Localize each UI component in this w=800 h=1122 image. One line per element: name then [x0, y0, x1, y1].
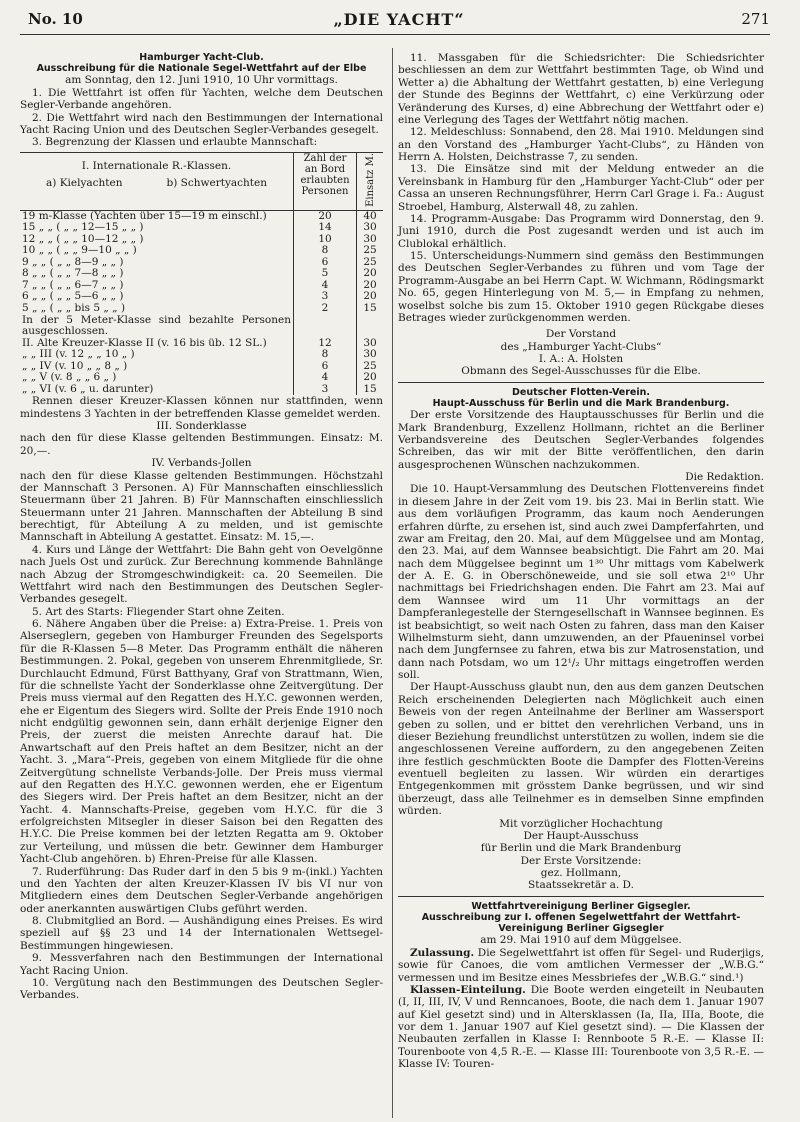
class-label: „ „ V (v. 8 „ „ 6 „ ) — [22, 371, 117, 384]
class-fee: 30 — [357, 234, 384, 246]
klassen-label: Klassen-Einteilung. — [410, 983, 526, 996]
column-divider — [392, 48, 393, 1118]
redaktion-signature: Die Redaktion. — [685, 471, 764, 484]
right-column — [398, 52, 764, 1071]
signature2-line3: Der Erste Vorsitzende: — [520, 854, 642, 867]
rule-13: 13. Die Einsätze sind mit der Meldung entweder an die Vereinsbank in Hamburg für den „Hamburger Yacht-Club“ oder per Cassa an unseren Rechnungsführer, Herrn Carl Grage i. Fa.: August Stroebel, Hamburg, Alsterwall 48, zu zahlen. — [398, 163, 764, 213]
sonderklasse-text: nach den für diese Klasse geltenden Bestimmungen. Einsatz: M. 20,—. — [20, 432, 383, 457]
rule-4: 4. Kurs und Länge der Wettfahrt: Die Bahn geht von Oevelgönne nach Juels Ost und zurück. Zur Berechnung kommende Bahnlänge nach Abzug der Stromgeschwindigkeit: ca. 20 Seemeilen. Die Wettfahrt wird nach den Bestimmungen des Deutschen Segler-Verbandes gesegelt. — [20, 543, 383, 606]
class-persons: 4 — [294, 280, 357, 292]
signature2-line1: Der Haupt-Ausschuss — [523, 829, 639, 842]
class-persons: 5 — [294, 268, 357, 280]
rule-11: 11. Massgaben für die Schiedsrichter: Die Schiedsrichter beschliessen an dem zur Wettfahrt bestimmten Tage, ob Wind und Wetter a) die Abhaltung der Wettfahrt gestatten, b) eine Verlegung der Stunde des Beginns der Wettfahrt, c) eine Verkürzung oder Veränderung des Kurses, d) eine Abbrechung der Wettfahrt oder e) eine Verlegung des Tages der Wettfahrt nötig machen. — [398, 52, 764, 126]
class-label: 8 „ „ ( „ „ 7—8 „ „ ) — [22, 267, 124, 280]
class-fee: 15 — [357, 384, 384, 396]
rule-15: 15. Unterscheidungs-Nummern sind gemäss den Bestimmungen des Deutschen Segler-Verbandes zu führen und vom Tage der Programm-Ausgabe an bei Herrn Capt. W. Wichmann, Rödingsmarkt No. 65, gegen Hinterlegung von M. 5,— in Empfang zu nehmen, woselbst solche bis zum 15. Oktober 1910 gegen Rückgabe dieses Betrages wieder zurückgenommen werden. — [398, 250, 764, 324]
left-column — [20, 52, 383, 1002]
classes-table — [20, 152, 383, 396]
page-header — [28, 10, 770, 36]
class-label: 19 m-Klasse (Yachten über 15—19 m einschl.) — [22, 209, 267, 222]
flottenverein-heading: Deutscher Flotten-Verein. — [512, 386, 650, 398]
signature-role: Obmann des Segel-Ausschusses für die Elbe. — [461, 365, 701, 378]
class-row — [20, 349, 383, 361]
class-label: „ „ VI (v. 6 „ u. darunter) — [22, 382, 154, 395]
rule-10: 10. Vergütung nach den Bestimmungen des Deutschen Segler-Verbandes. — [20, 976, 383, 1002]
class-persons: 8 — [294, 349, 357, 361]
gigsegler-subheading: Ausschreibung zur I. offenen Segelwettfahrt der Wettfahrt-Vereinigung Berliner Gigsegler — [421, 911, 741, 935]
class-fee: 25 — [357, 361, 384, 373]
classes-table-header — [20, 152, 294, 210]
signature-club: des „Hamburger Yacht-Clubs“ — [500, 340, 662, 353]
flottenverein-intro: Der erste Vorsitzende des Hauptausschusses für Berlin und die Mark Brandenburg, Exzellenz Hollmann, richtet an die Berliner Verbandsvereine des Deutschen Segler-Verbandes folgendes Schreiben, das wir mit der Bitte veröffentlichen, den darin ausgesprochenen Wünschen nachzukommen. — [398, 409, 764, 471]
class-fee: 25 — [357, 245, 384, 257]
signature-vorstand: Der Vorstand — [545, 328, 617, 341]
rule-14: 14. Programm-Ausgabe: Das Programm wird Donnerstag, den 9. Juni 1910, durch die Post zugesandt werden und ist auch im Clublokal erhältlich. — [398, 212, 764, 250]
class-label: 5 „ „ ( „ „ bis 5 „ „ ) — [22, 301, 126, 314]
class-fee: 30 — [357, 349, 384, 361]
flottenverein-p2: Die 10. Haupt-Versammlung des Deutschen Flottenvereins findet in diesem Jahre in der Zeit vom 19. bis 23. Mai in Berlin statt. Wie aus dem vorläufigen Programm, das kaum noch Aenderungen erfahren dürfte, zu ersehen ist, sind auch zwei Dampferfahrten, und zwar am Freitag, den 20. Mai, auf dem Müggelsee und am Montag, den 23. Mai, auf dem Wannsee beabsichtigt. Die Fahrt am 20. Mai nach dem Müggelsee beginnt um 1³⁰ Uhr mittags vom Kabelwerk der A. E. G. in Oberschöneweide, und sie soll etwa 2¹⁰ Uhr nachmittags bei Friedrichshagen enden. Die Fahrt am 23. Mai auf dem Wannsee wird um 11 Uhr vormittags an der Dampferanlegestelle der Sterngesellschaft in Wannsee beginnen. Es ist beabsichtigt, so weit nach Osten zu fahren, dass man den Kaiser Wilhelmsturm sieht, dann umzuwenden, an der Pfaueninsel vorbei nach dem Jungfernsee zu fahren, etwa bis zur Matrosenstation, und dann nach Potsdam, wo um 12¹/₂ Uhr mittags eingetroffen werden soll. — [398, 483, 764, 682]
announcement-heading: Ausschreibung für die Nationale Segel-Wettfahrt auf der Elbe — [36, 63, 367, 75]
class-fee: 40 — [357, 210, 384, 222]
section-rule-2 — [398, 896, 764, 897]
class-fee: 20 — [357, 280, 384, 292]
table-head-fee-label: Einsatz M. — [364, 152, 376, 207]
class-fee: 20 — [357, 372, 384, 384]
class-row — [20, 384, 383, 396]
class-persons: 3 — [294, 384, 357, 396]
event-date: am Sonntag, den 12. Juni 1910, 10 Uhr vormittags. — [65, 74, 338, 87]
class-fee: 25 — [357, 257, 384, 269]
class-label: 6 „ „ ( „ „ 5—6 „ „ ) — [22, 290, 124, 303]
table-head-fee — [357, 152, 384, 210]
rule-3: 3. Begrenzung der Klassen und erlaubte Mannschaft: — [32, 136, 318, 149]
class-persons: 3 — [294, 291, 357, 303]
klassen-text: Die Boote werden eingeteilt in Neubauten (I, II, III, IV, V und Renncanoes, Boote, die nach dem 1. Januar 1907 auf Kiel gesetzt sind) und in Altersklassen (Ia, IIa, IIIa, Boote, die vor dem 1. Januar 1907 auf Kiel gesetzt sind). — Die Klassen der Neubauten zerfallen in Klasse I: Rennboote 5 R.-E. — Klasse II: Tourenboote von 4,5 R.-E. — Klasse III: Tourenboote von 3,5 R.-E. — Klasse IV: Touren- — [398, 983, 764, 1071]
class-row — [20, 315, 383, 338]
class-label: 7 „ „ ( „ „ 6—7 „ „ ) — [22, 278, 124, 291]
class-label: 15 „ „ ( „ „ 12—15 „ „ ) — [22, 221, 144, 234]
flottenverein-subheading: Haupt-Ausschuss für Berlin und die Mark Brandenburg. — [432, 397, 730, 409]
section-rule — [398, 382, 764, 383]
zulassung-paragraph — [398, 947, 764, 984]
class-persons: 20 — [294, 210, 357, 222]
class-fee: 20 — [357, 291, 384, 303]
klassen-paragraph — [398, 984, 764, 1071]
signature2-line5: Staatssekretär a. D. — [528, 879, 634, 892]
gigsegler-date: am 29. Mai 1910 auf dem Müggelsee. — [480, 934, 682, 947]
rule-2: 2. Die Wettfahrt wird nach den Bestimmungen der International Yacht Racing Union und des Deutschen Segler-Verbandes gesegelt. — [20, 111, 383, 136]
table-head-persons: Zahl der an Bord erlaubten Personen — [294, 152, 357, 210]
rule-12: 12. Meldeschluss: Sonnabend, den 28. Mai 1910. Meldungen sind an den Vorstand des „Hamburger Yacht-Clubs“, zu Händen von Herrn A. Holsten, Deichstrasse 7, zu senden. — [398, 126, 764, 163]
table-head-kiel: a) Kielyachten — [46, 177, 123, 190]
rule-9: 9. Messverfahren nach den Bestimmungen der International Yacht Racing Union. — [20, 952, 383, 977]
rule-1: 1. Die Wettfahrt ist offen für Yachten, welche dem Deutschen Segler-Verbande angehören. — [20, 86, 383, 112]
class-fee: 15 — [357, 303, 384, 315]
class-fee: 30 — [357, 338, 384, 350]
zulassung-label: Zulassung. — [410, 946, 475, 959]
jollen-heading: IV. Verbands-Jollen — [151, 457, 252, 470]
issue-number: No. 10 — [28, 10, 83, 28]
class-persons — [294, 315, 357, 338]
class-fee: 30 — [357, 222, 384, 234]
class-persons: 12 — [294, 338, 357, 350]
class-label: II. Alte Kreuzer-Klasse II (v. 16 bis üb. 12 SL.) — [22, 336, 267, 349]
page-number: 271 — [741, 10, 770, 28]
club-heading: Hamburger Yacht-Club. — [139, 52, 264, 63]
rule-5: 5. Art des Starts: Fliegender Start ohne Zeiten. — [32, 605, 285, 618]
table-title: I. Internationale R.-Klassen. — [81, 159, 232, 172]
signature2-line4: gez. Hollmann, — [540, 867, 622, 880]
class-persons: 14 — [294, 222, 357, 234]
class-persons: 4 — [294, 372, 357, 384]
class-label: In der 5 Meter-Klasse sind bezahlte Personen ausgeschlossen. — [22, 313, 291, 338]
class-row — [20, 222, 383, 234]
flottenverein-p3: Der Haupt-Ausschuss glaubt nun, den aus dem ganzen Deutschen Reich erscheinenden Delegierten nach Möglichkeit auch einen Beweis von der regen Anteilnahme der Berliner am Wassersport geben zu sollen, und er bittet den verehrlichen Verband, uns in dieser Beziehung freundlichst unterstützen zu wollen, indem sie die angeschlossenen Vereine auffordern, zu den angegebenen Zeiten ihre festlich geschmückten Boote die Dampfer des Flotten-Vereins eventuell begleiten zu lassen. Wir würden ein derartiges Entgegenkommen mit grösstem Danke begrüssen, und wir sind überzeugt, dass alle Teilnehmer es in demselben Sinne empfinden würden. — [398, 681, 764, 818]
class-fee: 20 — [357, 268, 384, 280]
signature-name: I. A.: A. Holsten — [538, 353, 624, 365]
rule-8: 8. Clubmitglied an Bord. — Aushändigung eines Preises. Es wird speziell auf §§ 23 und 14 der Internationalen Wettsegel-Bestimmungen hingewiesen. — [20, 915, 383, 952]
class-row — [20, 303, 383, 315]
class-label: „ „ IV (v. 10 „ „ 8 „ ) — [22, 359, 128, 372]
class-persons: 10 — [294, 234, 357, 246]
class-label: 9 „ „ ( „ „ 8—9 „ „ ) — [22, 255, 124, 268]
greeting: Mit vorzüglicher Hochachtung — [499, 817, 663, 830]
class-label: „ „ III (v. 12 „ „ 10 „ ) — [22, 348, 135, 361]
header-rule — [20, 34, 770, 35]
rule-6: 6. Nähere Angaben über die Preise: a) Extra-Preise. 1. Preis von Alserseglern, gegeben von Hamburger Freunden des Segelsports für die R-Klassen 5—8 Meter. Das Programm enthält die näheren Bestimmungen. 2. Pokal, gegeben von unserem Ehrenmitgliede, Sr. Durchlaucht Edmund, Fürst Batthyany, Graf von Strattmann, Wien, für die schnellste Yacht der Sonderklasse ohne Zeitvergütung. Der Preis muss viermal auf den Regatten des H.Y.C. gewonnen werden, ehe er Eigentum des Siegers wird. Sollte der Preis Ende 1910 noch nicht endgültig gewonnen sein, dann erhält derjenige Eigner den Preis, der zuerst die meisten Anrechte darauf hat. Die Anwartschaft auf den Preis haftet an dem Besitzer, nicht an der Yacht. 3. „Mara“-Preis, gegeben von einem Mitgliede für die ohne Zeitvergütung schnellste Verbands-Jolle. Der Preis muss viermal auf den Regatten des H.Y.C. gewonnen werden, ehe er Eigentum des Siegers wird. Der Preis haftet an dem Besitzer, nicht an der Yacht. 4. Mannschafts-Preise, gegeben vom H.Y.C. für die 3 erfolgreichsten Mitsegler in dieser Saison bei den Regatten des H.Y.C. Die Preise kommen bei der letzten Regatta am 9. Oktober zur Verteilung, und müssen die betr. Gewinner dem Hamburger Yacht-Club angehören. b) Ehren-Preise für alle Klassen. — [20, 618, 383, 866]
magazine-title: „DIE YACHT“ — [333, 10, 465, 29]
zulassung-text: Die Segelwettfahrt ist offen für Segel- und Ruderjigs, sowie für Canoes, die vom amtlichen Vermesser der „W.B.G.“ vermessen und im Besitze eines Messbriefes der „W.B.G.“ sind.¹) — [398, 946, 764, 984]
class-fee — [357, 315, 384, 338]
rule-7: 7. Ruderführung: Das Ruder darf in den 5 bis 9 m-(inkl.) Yachten und den Yachten der alten Kreuzer-Klassen IV bis VI nur von Mitgliedern eines dem Deutschen Segler-Verbande angehörigen oder anerkannten auswärtigen Clubs geführt werden. — [20, 865, 383, 915]
class-persons: 6 — [294, 257, 357, 269]
signature2-line2: für Berlin und die Mark Brandenburg — [480, 842, 682, 855]
class-label: 12 „ „ ( „ „ 10—12 „ „ ) — [22, 232, 144, 245]
class-persons: 8 — [294, 245, 357, 257]
class-persons: 6 — [294, 361, 357, 373]
gigsegler-heading: Wettfahrtvereinigung Berliner Gigsegler. — [471, 900, 691, 912]
class-label: 10 „ „ ( „ „ 9—10 „ „ ) — [22, 244, 137, 257]
class-persons: 2 — [294, 303, 357, 315]
sonderklasse-heading: III. Sonderklasse — [156, 420, 247, 433]
classes-table-body — [20, 210, 383, 395]
table-head-schwert: b) Schwertyachten — [166, 177, 267, 190]
rennen-note: Rennen dieser Kreuzer-Klassen können nur stattfinden, wenn mindestens 3 Yachten in der betreffenden Klasse gemeldet werden. — [20, 395, 383, 420]
jollen-text: nach den für diese Klasse geltenden Bestimmungen. Höchstzahl der Mannschaft 3 Personen. A) Für Mannschaften einschliesslich Steuermann über 21 Jahren. B) Für Mannschaften einschliesslich Steuermann unter 21 Jahren. Mannschaften der Abteilung B sind berechtigt, für Abteilung A zu melden, und ist gemischte Mannschaft in Abteilung A gestattet. Einsatz: M. 15,—. — [20, 469, 383, 544]
